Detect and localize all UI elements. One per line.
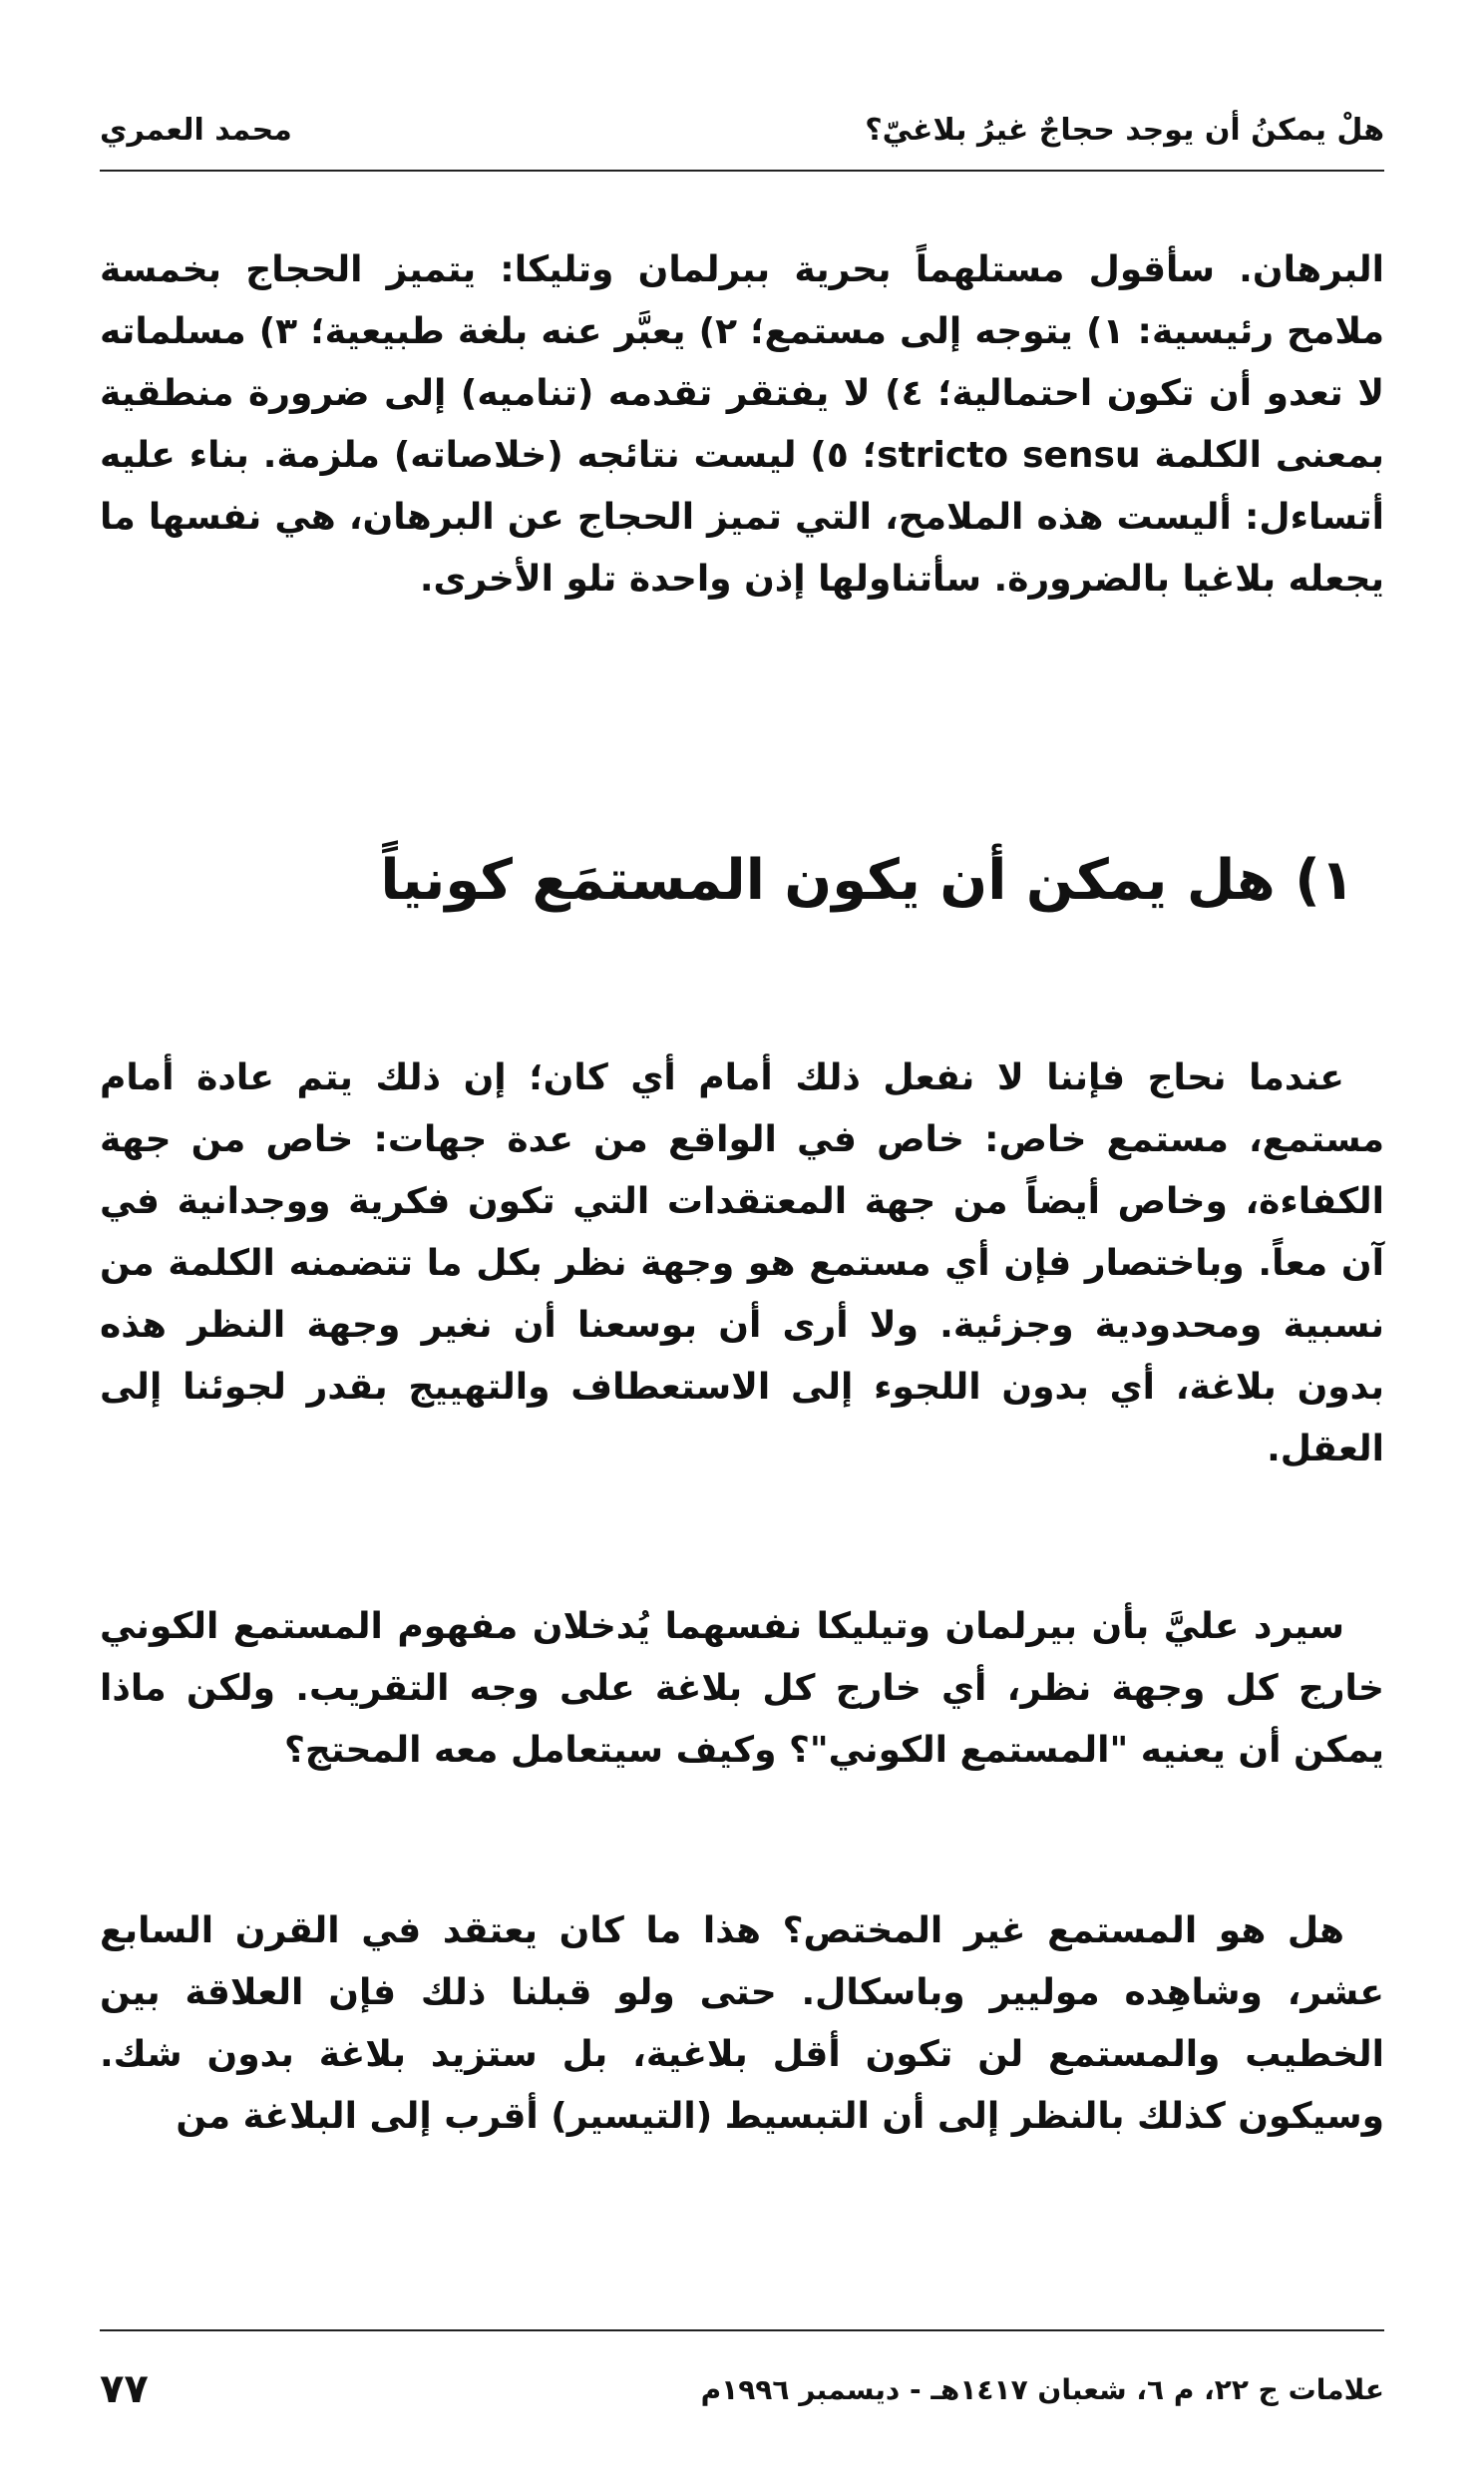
body-paragraph [100,1596,1384,1782]
paragraph-text: هل هو المستمع غير المختص؟ هذا ما كان يعتقد في القرن السابع عشر، وشاهِده موليير وباسكال. حتى ولو قبلنا ذلك فإن العلاقة بين الخطيب والمستمع لن تكون أقل بلاغية، بل ستزيد بلاغة بدون شك. وسيكون كذلك بالنظر إلى أن التبسيط (التيسير) أقرب إلى البلاغة من [100,1910,1384,2137]
body-paragraph [100,1047,1384,1480]
author-name: محمد العمري [100,112,292,148]
page-number: ٧٧ [100,2366,149,2412]
header-rule [100,170,1384,172]
journal-citation: علامات ج ٢٢، م ٦، شعبان ١٤١٧هـ - ديسمبر ١٩٩٦م [700,2372,1384,2406]
paragraph-text: عندما نحاج فإننا لا نفعل ذلك أمام أي كان؛ إن ذلك يتم عادة أمام مستمع، مستمع خاص: خاص في الواقع من عدة جهات: خاص من جهة الكفاءة، وخاص أيضاً من جهة المعتقدات التي تكون فكرية ووجدانية في آن معاً. وباختصار فإن أي مستمع هو وجهة نظر بكل ما تتضمنه الكلمة من نسبية ومحدودية وجزئية. ولا أرى أن بوسعنا أن نغير وجهة النظر هذه بدون بلاغة، أي بدون اللجوء إلى الاستعطاف والتهييج بقدر لجوئنا إلى العقل. [100,1057,1384,1469]
section-heading: ١) هل يمكن أن يكون المستمَع كونياً [380,848,1354,913]
paragraph-text: سيرد عليَّ بأن بيرلمان وتيليكا نفسهما يُدخلان مفهوم المستمع الكوني خارج كل وجهة نظر، أي خارج كل بلاغة على وجه التقريب. ولكن ماذا يمكن أن يعنيه "المستمع الكوني"؟ وكيف سيتعامل معه المحتج؟ [100,1606,1384,1771]
paragraph-text: البرهان. سأقول مستلهماً بحرية ببرلمان وتليكا: يتميز الحجاج بخمسة ملامح رئيسية: ١) يتوجه إلى مستمع؛ ٢) يعبَّر عنه بلغة طبيعية؛ ٣) مسلماته لا تعدو أن تكون احتمالية؛ ٤) لا يفتقر تقدمه (تناميه) إلى ضرورة منطقية بمعنى الكلمة stricto sensu؛ ٥) ليست نتائجه (خلاصاته) ملزمة. بناء عليه أتساءل: أليست هذه الملامح، التي تميز الحجاج عن البرهان، هي نفسها ما يجعله بلاغيا بالضرورة. سأتناولها إذن واحدة تلو الأخرى. [100,249,1384,600]
running-header [100,95,1384,165]
body-paragraph [100,239,1384,611]
running-title: هلْ يمكنُ أن يوجد حجاجٌ غيرُ بلاغيّ؟ [865,112,1384,148]
page-footer [100,2359,1384,2419]
footer-rule [100,2329,1384,2331]
body-paragraph [100,1900,1384,2148]
